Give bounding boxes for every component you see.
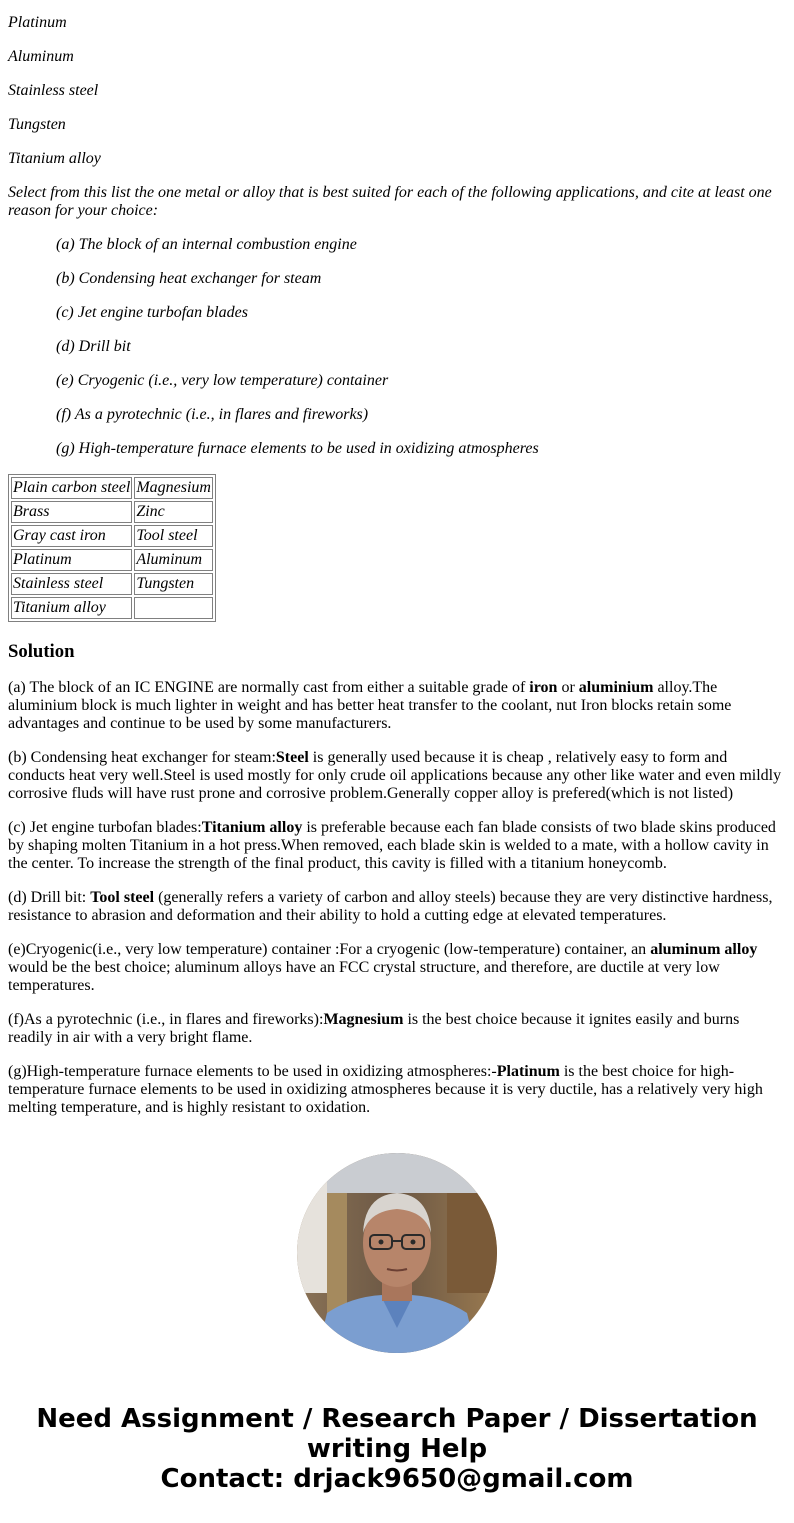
answer-highlight: Titanium alloy xyxy=(201,819,303,836)
metal-list-item: Stainless steel xyxy=(8,82,99,99)
application-item: (a) The block of an internal combustion engine xyxy=(56,236,357,253)
portrait-image xyxy=(297,1153,497,1353)
author-photo xyxy=(297,1153,497,1353)
application-item: (b) Condensing heat exchanger for steam xyxy=(56,270,322,287)
application-item: (f) As a pyrotechnic (i.e., in flares and fireworks) xyxy=(56,406,369,423)
answer-text: (generally refers a variety of carbon and alloy steels) because they are very distinctive hardness, resistance to abrasion and deformation and their ability to hold a cutting edge at elevated temperatures. xyxy=(8,889,773,924)
answer-highlight: Steel xyxy=(275,749,309,766)
answer-text: or xyxy=(557,679,579,696)
table-cell: Aluminum xyxy=(134,549,213,571)
table-cell: Brass xyxy=(11,501,132,523)
answer-text: alloy.The aluminium block is much lighter in weight and has better heat transfer to the coolant, nut Iron blocks retain some advantages and continue to be used by some manufacturers. xyxy=(8,679,732,732)
table-row xyxy=(11,597,213,619)
table-row xyxy=(11,549,213,571)
table-row xyxy=(11,573,213,595)
answer-text: would be the best choice; aluminum alloys have an FCC crystal structure, and therefore, are ductile at very low temperatures. xyxy=(8,959,720,994)
answer-text: (f)As a pyrotechnic (i.e., in flares and fireworks): xyxy=(8,1011,324,1028)
answer-b xyxy=(8,749,786,803)
promo-banner xyxy=(0,1404,794,1494)
metal-list-item: Aluminum xyxy=(8,48,74,65)
answer-highlight: aluminium xyxy=(578,679,654,696)
answer-highlight: aluminum alloy xyxy=(650,941,758,958)
answer-text: is the best choice for high-temperature furnace elements to be used in oxidizing atmospheres because it is very ductile, has a relatively very high melting temperature, and is highly resistant to oxidation. xyxy=(8,1063,763,1116)
table-row xyxy=(11,477,213,499)
answer-text: (c) Jet engine turbofan blades: xyxy=(8,819,202,836)
promo-line: writing Help xyxy=(306,1434,488,1464)
table-cell: Stainless steel xyxy=(11,573,132,595)
table-cell: Platinum xyxy=(11,549,132,571)
application-item: (e) Cryogenic (i.e., very low temperature) container xyxy=(56,372,389,389)
solution-heading: Solution xyxy=(8,641,75,662)
answer-highlight: Magnesium xyxy=(323,1011,404,1028)
question-prompt: Select from this list the one metal or alloy that is best suited for each of the following applications, and cite at least one reason for your choice: xyxy=(8,184,772,219)
answer-text: (g)High-temperature furnace elements to be used in oxidizing atmospheres:- xyxy=(8,1063,497,1080)
answer-f xyxy=(8,1011,786,1047)
metal-list-item: Titanium alloy xyxy=(8,150,101,167)
answer-e xyxy=(8,941,786,995)
answer-text: (d) Drill bit: xyxy=(8,889,91,906)
table-cell: Magnesium xyxy=(134,477,213,499)
metal-list-item: Platinum xyxy=(8,14,67,31)
table-row xyxy=(11,501,213,523)
table-row xyxy=(11,525,213,547)
solution-answers xyxy=(8,679,786,1117)
answer-text: is preferable because each fan blade consists of two blade skins produced by shaping molten Titanium in a hot press.When removed, each blade skin is welded to a mate, with a hollow cavity in the center. To increase the strength of the final product, this cavity is filled with a titanium honeycomb. xyxy=(8,819,776,872)
answer-c xyxy=(8,819,786,873)
application-item: (g) High-temperature furnace elements to be used in oxidizing atmospheres xyxy=(56,440,539,457)
metals-table xyxy=(8,474,216,622)
answer-text: is the best choice because it ignites easily and burns readily in air with a very bright flame. xyxy=(8,1011,740,1046)
table-cell: Tool steel xyxy=(134,525,213,547)
promo-contact: Contact: drjack9650@gmail.com xyxy=(160,1464,634,1494)
application-item: (d) Drill bit xyxy=(56,338,131,355)
table-cell xyxy=(134,597,213,619)
answer-text: (b) Condensing heat exchanger for steam: xyxy=(8,749,276,766)
answer-g xyxy=(8,1063,786,1117)
table-cell: Zinc xyxy=(134,501,213,523)
document-body xyxy=(8,0,786,1117)
answer-highlight: iron xyxy=(529,679,558,696)
answer-text: (e)Cryogenic(i.e., very low temperature) container :For a cryogenic (low-temperature) container, an xyxy=(8,941,651,958)
promo-line: Need Assignment / Research Paper / Dissertation xyxy=(36,1404,758,1434)
answer-highlight: Platinum xyxy=(496,1063,560,1080)
table-cell: Tungsten xyxy=(134,573,213,595)
metal-list-item: Tungsten xyxy=(8,116,66,133)
answer-highlight: Tool steel xyxy=(90,889,155,906)
answer-a xyxy=(8,679,786,733)
table-cell: Gray cast iron xyxy=(11,525,132,547)
answer-text: is generally used because it is cheap , relatively easy to form and conducts heat very well.Steel is used mostly for only crude oil applications because any other like water and even mildly corrosive fluds will have rust prone and corrosive problem.Generally copper alloy is prefered(which is not listed) xyxy=(8,749,782,802)
application-item: (c) Jet engine turbofan blades xyxy=(56,304,248,321)
table-cell: Plain carbon steel xyxy=(11,477,132,499)
table-cell: Titanium alloy xyxy=(11,597,132,619)
answer-d xyxy=(8,889,786,925)
answer-text: (a) The block of an IC ENGINE are normally cast from either a suitable grade of xyxy=(8,679,530,696)
